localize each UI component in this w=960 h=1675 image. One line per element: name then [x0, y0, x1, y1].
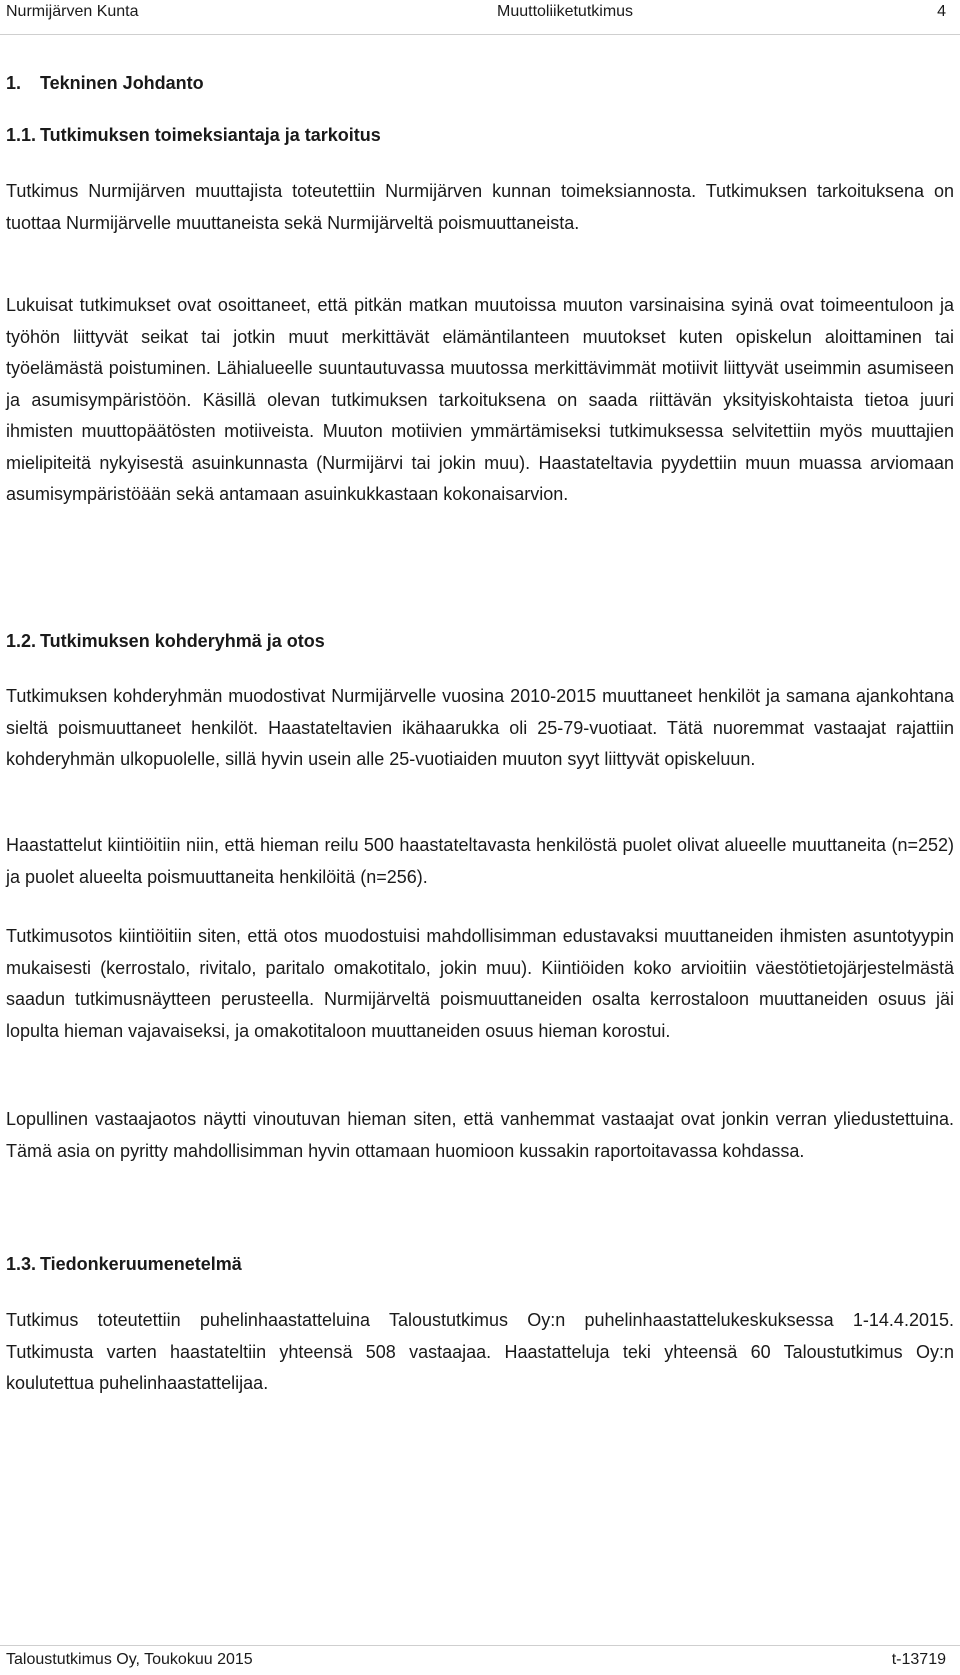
section-heading-1-3	[6, 1254, 242, 1275]
paragraph: Tutkimus toteutettiin puhelinhaastatteluina Taloustutkimus Oy:n puhelinhaastattelukeskuksessa 1-14.4.2015. Tutkimusta varten haastateltiin yhteensä 508 vastaajaa. Haastatteluja teki yhteensä 60 Taloustutkimus Oy:n koulutettua puhelinhaastattelijaa.	[6, 1310, 954, 1393]
chapter-number: 1.	[6, 73, 22, 93]
paragraph: Tutkimusotos kiintiöitiin siten, että otos muodostuisi mahdollisimman edustavaksi muuttaneiden ihmisten asuntotyypin mukaisesti (kerrostalo, rivitalo, paritalo omakotitalo, jokin muu). Kiintiöiden koko arvioitiin väestötietojärjestelmästä saadun tutkimusnäytteen perusteella. Nurmijärveltä poismuuttaneiden osalta kerrostaloon muuttaneiden osuus jäi lopulta hieman vajavaiseksi, ja omakotitaloon muuttaneiden osuus hieman korostui.	[6, 926, 954, 1041]
header-organization: Nurmijärven Kunta	[6, 3, 139, 20]
paragraph: Lopullinen vastaajaotos näytti vinoutuvan hieman siten, että vanhemmat vastaajat ovat jonkin verran yliedustettuina. Tämä asia on pyritty mahdollisimman hyvin ottamaan huomioon kussakin raportoitavassa kohdassa.	[6, 1109, 954, 1161]
chapter-heading	[6, 73, 204, 94]
paragraph: Tutkimuksen kohderyhmän muodostivat Nurmijärvelle vuosina 2010-2015 muuttaneet henkilöt ja samana ajankohtana sieltä poismuuttaneet henkilöt. Haastateltavien ikähaarukka oli 25-79-vuotiaat. Tätä nuoremmat vastaajat rajattiin kohderyhmän ulkopuolelle, sillä hyvin usein alle 25-vuotiaiden muuton syyt liittyvät opiskeluun.	[6, 686, 954, 769]
chapter-title: Tekninen Johdanto	[40, 73, 204, 93]
footer-project-code: t-13719	[891, 1651, 946, 1668]
section-title: Tutkimuksen toimeksiantaja ja tarkoitus	[40, 125, 381, 145]
paragraph: Lukuisat tutkimukset ovat osoittaneet, että pitkän matkan muutoissa muuton varsinaisina syinä ovat toimeentuloon ja työhön liittyvät seikat tai jotkin muut merkittävät elämäntilanteen muutokset kuten opiskelun aloittaminen tai työelämästä poistuminen. Lähialueelle suuntautuvassa muutossa merkittävimmät motiivit liittyvät useimmin asumiseen ja asumisympäristöön. Käsillä olevan tutkimuksen tarkoituksena on saada riittävän yksityiskohtaista tietoa juuri ihmisten muuttopäätösten motiiveista. Muuton motiivien ymmärtämiseksi tutkimuksessa selvitettiin myös muuttajien mielipiteitä nykyisestä asuinkunnasta (Nurmijärvi tai jokin muu). Haastateltavia pyydettiin muun muassa arviomaan asumisympäristöään sekä antamaan asuinkukkastaan kokonaisarvion.	[6, 295, 954, 504]
section-title: Tiedonkeruumenetelmä	[40, 1254, 242, 1274]
section-number: 1.2.	[6, 631, 37, 651]
section-heading-1-1	[6, 125, 381, 146]
paragraph: Haastattelut kiintiöitiin niin, että hieman reilu 500 haastateltavasta henkilöstä puolet olivat alueelle muuttaneita (n=252) ja puolet alueelta poismuuttaneita henkilöitä (n=256).	[6, 835, 954, 887]
header-page-number: 4	[937, 3, 946, 20]
section-heading-1-2	[6, 631, 325, 652]
page-header	[0, 0, 960, 35]
header-title: Muuttoliiketutkimus	[497, 3, 634, 20]
section-number: 1.1.	[6, 125, 37, 145]
section-title: Tutkimuksen kohderyhmä ja otos	[40, 631, 325, 651]
footer-company-date: Taloustutkimus Oy, Toukokuu 2015	[6, 1651, 253, 1668]
section-number: 1.3.	[6, 1254, 37, 1274]
page-footer	[0, 1645, 960, 1675]
paragraph: Tutkimus Nurmijärven muuttajista toteutettiin Nurmijärven kunnan toimeksiannosta. Tutkimuksen tarkoituksena on tuottaa Nurmijärvelle muuttaneista sekä Nurmijärveltä poismuuttaneista.	[6, 181, 954, 233]
